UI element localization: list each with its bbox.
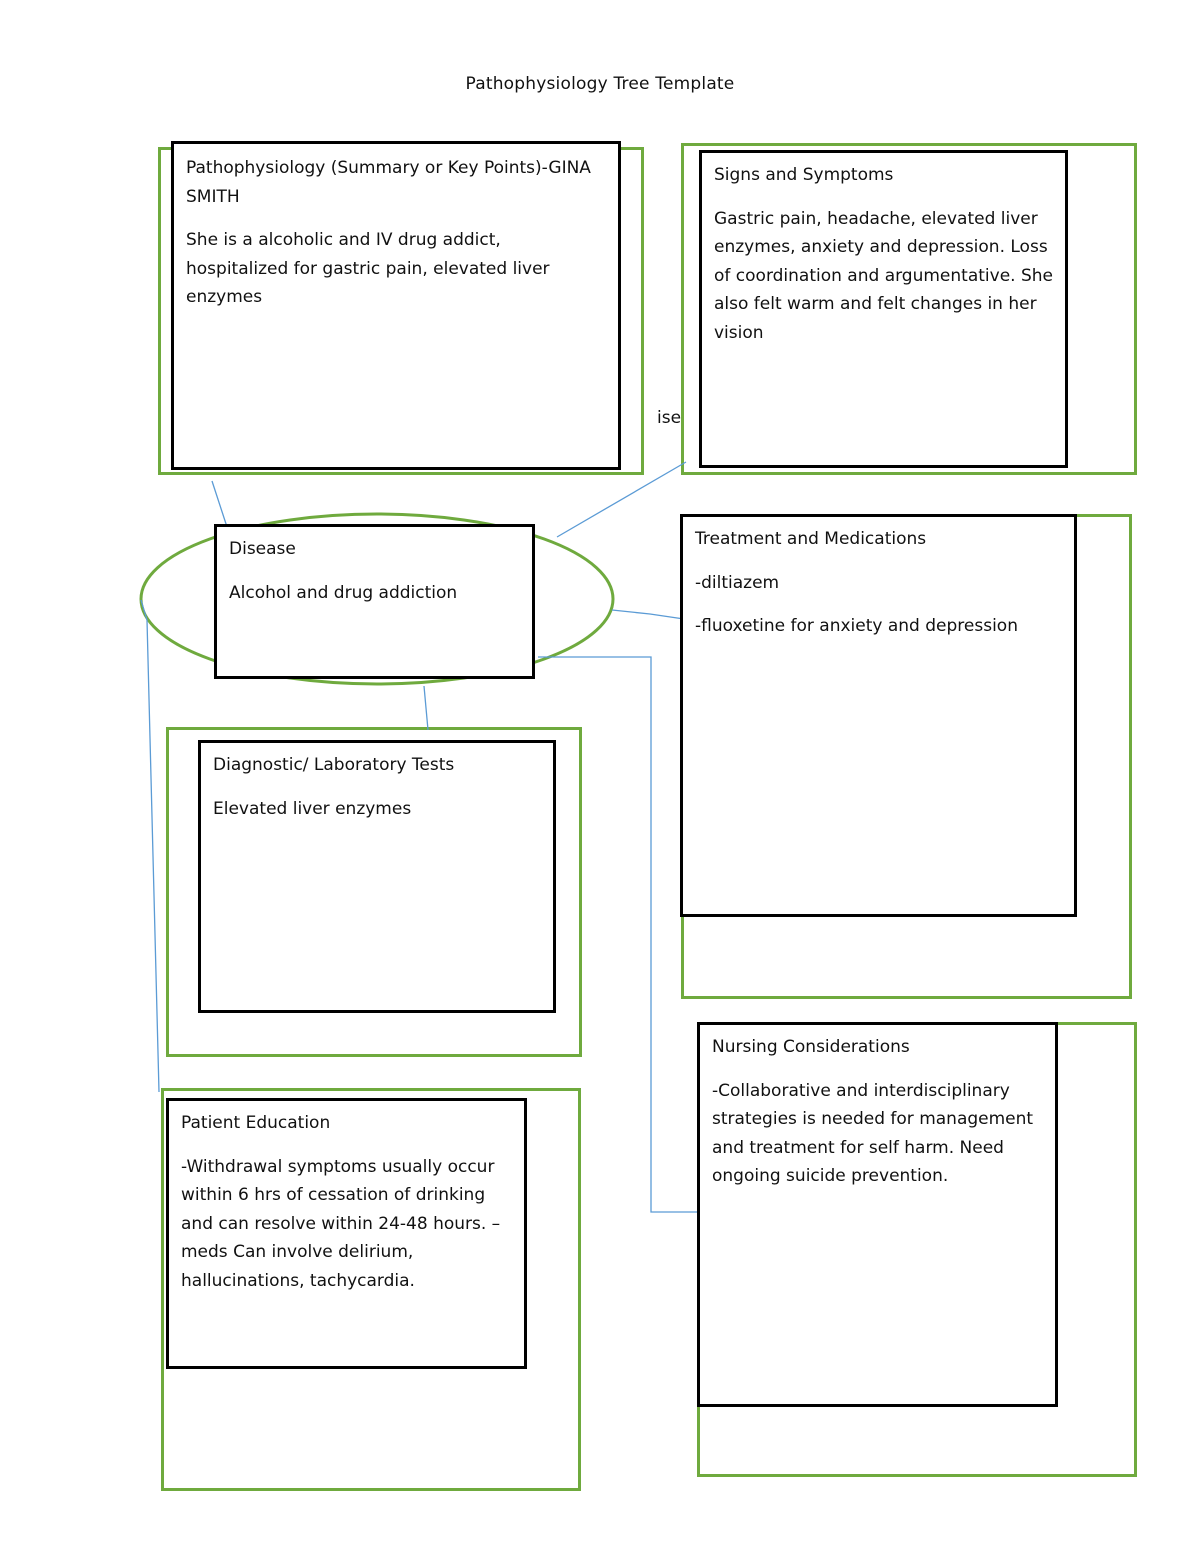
page-title: Pathophysiology Tree Template [465, 74, 735, 94]
signs-symptoms-box [699, 150, 1068, 468]
nursing-box [697, 1022, 1058, 1407]
treatment-heading: Treatment and Medications [695, 529, 927, 549]
treatment-box [680, 514, 1077, 917]
signs-symptoms-heading: Signs and Symptoms [714, 165, 894, 185]
diagnostic-text: Elevated liver enzymes [213, 798, 412, 819]
nursing-text: -Collaborative and interdisciplinary strategies is needed for management and treatment for self harm. Need ongoing suicide prevention. [712, 1080, 1034, 1186]
pathophysiology-heading: Pathophysiology (Summary or Key Points)-GINA SMITH [186, 158, 591, 207]
nursing-heading: Nursing Considerations [712, 1037, 910, 1057]
connector-diagnostic [424, 686, 428, 730]
diagnostic-heading: Diagnostic/ Laboratory Tests [213, 755, 455, 775]
disease-text: Alcohol and drug addiction [229, 582, 458, 603]
education-box [166, 1098, 527, 1369]
connector-treatment [612, 610, 684, 619]
diagnostic-box [198, 740, 556, 1013]
pathophysiology-box [171, 141, 621, 470]
education-heading: Patient Education [181, 1113, 331, 1133]
pathophysiology-text: She is a alcoholic and IV drug addict, hospitalized for gastric pain, elevated liver enzymes [186, 230, 550, 307]
connector-pathophysiology [212, 481, 228, 530]
stray-text: ise [657, 408, 682, 428]
disease-heading: Disease [229, 539, 296, 559]
treatment-item: -diltiazem [695, 572, 780, 593]
disease-box [214, 524, 535, 679]
signs-symptoms-text: Gastric pain, headache, elevated liver enzymes, anxiety and depression. Loss of coordination and argumentative. She also felt warm and felt changes in her vision [714, 208, 1053, 343]
treatment-item: -fluoxetine for anxiety and depression [695, 616, 1018, 636]
education-text: -Withdrawal symptoms usually occur within 6 hrs of cessation of drinking and can resolve within 24-48 hours. –meds Can involve delirium, hallucinations, tachycardia. [181, 1156, 501, 1291]
connector-education [141, 600, 159, 1092]
